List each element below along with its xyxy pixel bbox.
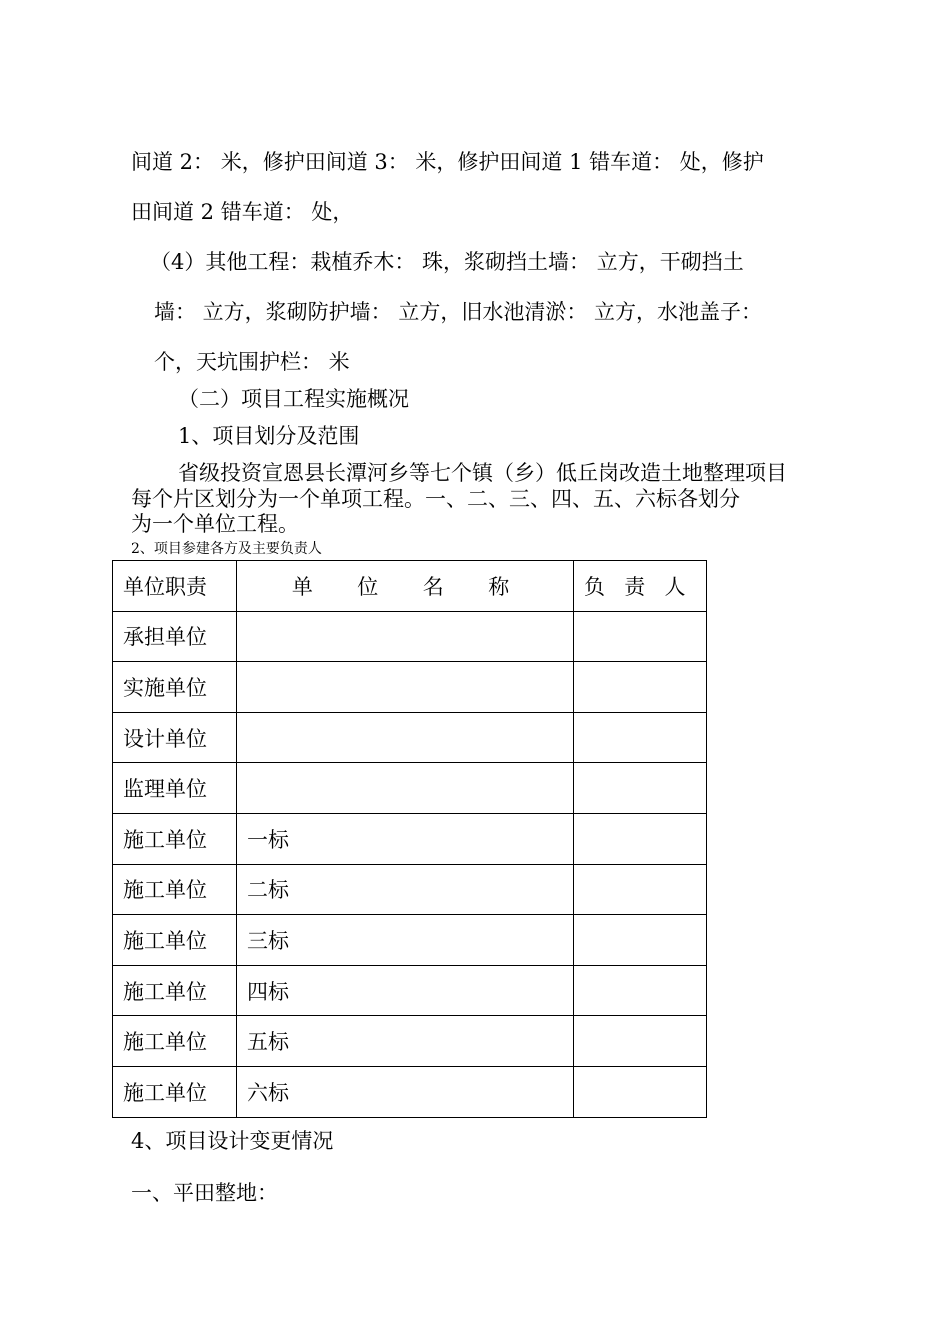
header-role: 单位职责 [113,561,237,612]
cell-role: 施工单位 [113,1066,237,1117]
cell-unit-name: 五标 [237,1016,574,1067]
paragraph-line: 省级投资宣恩县长潭河乡等七个镇（乡）低丘岗改造土地整理项目 [178,461,787,485]
cell-person [574,662,707,713]
table-row [113,611,707,662]
paragraph-line: 每个片区划分为一个单项工程。一、二、三、四、五、六标各划分 [131,487,740,511]
paragraph-line: 为一个单位工程。 [131,512,299,536]
cell-unit-name [237,712,574,763]
paragraph-line: （4）其他工程：栽植乔木： 珠，浆砌挡土墙： 立方，干砌挡土 [150,250,744,274]
paragraph-line: 个，天坑围护栏： 米 [154,350,350,374]
table-row [113,864,707,915]
header-unit-name: 单 位 名 称 [237,561,574,612]
cell-person [574,864,707,915]
table-row [113,1016,707,1067]
cell-role: 施工单位 [113,915,237,966]
paragraph-line: 间道 2： 米，修护田间道 3： 米，修护田间道 1 错车道： 处，修护 [131,150,764,174]
cell-role: 监理单位 [113,763,237,814]
table-row [113,1066,707,1117]
header-person: 负 责 人 [574,561,707,612]
participants-table [112,560,707,1118]
cell-unit-name: 一标 [237,813,574,864]
cell-role: 施工单位 [113,864,237,915]
cell-role: 施工单位 [113,813,237,864]
cell-role: 实施单位 [113,662,237,713]
cell-role: 设计单位 [113,712,237,763]
cell-person [574,813,707,864]
subsection-heading: 4、项目设计变更情况 [131,1129,334,1153]
cell-unit-name [237,763,574,814]
cell-role: 施工单位 [113,965,237,1016]
cell-unit-name: 二标 [237,864,574,915]
cell-person [574,965,707,1016]
table-row [113,965,707,1016]
cell-role: 施工单位 [113,1016,237,1067]
subsection-heading: 一、平田整地： [131,1181,278,1205]
cell-person [574,1066,707,1117]
cell-unit-name: 六标 [237,1066,574,1117]
table-row [113,662,707,713]
table-caption: 2、项目参建各方及主要负责人 [131,541,322,557]
table-row [113,915,707,966]
cell-unit-name [237,662,574,713]
cell-role: 承担单位 [113,611,237,662]
section-heading: （二）项目工程实施概况 [178,387,409,411]
cell-person [574,1016,707,1067]
subsection-heading: 1、项目划分及范围 [178,424,360,448]
table-header-row [113,561,707,612]
table-row [113,813,707,864]
table-row [113,712,707,763]
paragraph-line: 田间道 2 错车道： 处， [131,200,354,224]
cell-unit-name: 四标 [237,965,574,1016]
cell-unit-name [237,611,574,662]
paragraph-line: 墙： 立方，浆砌防护墙： 立方，旧水池清淤： 立方，水池盖子： [154,300,763,324]
cell-person [574,915,707,966]
cell-person [574,763,707,814]
cell-unit-name: 三标 [237,915,574,966]
cell-person [574,611,707,662]
table-row [113,763,707,814]
cell-person [574,712,707,763]
